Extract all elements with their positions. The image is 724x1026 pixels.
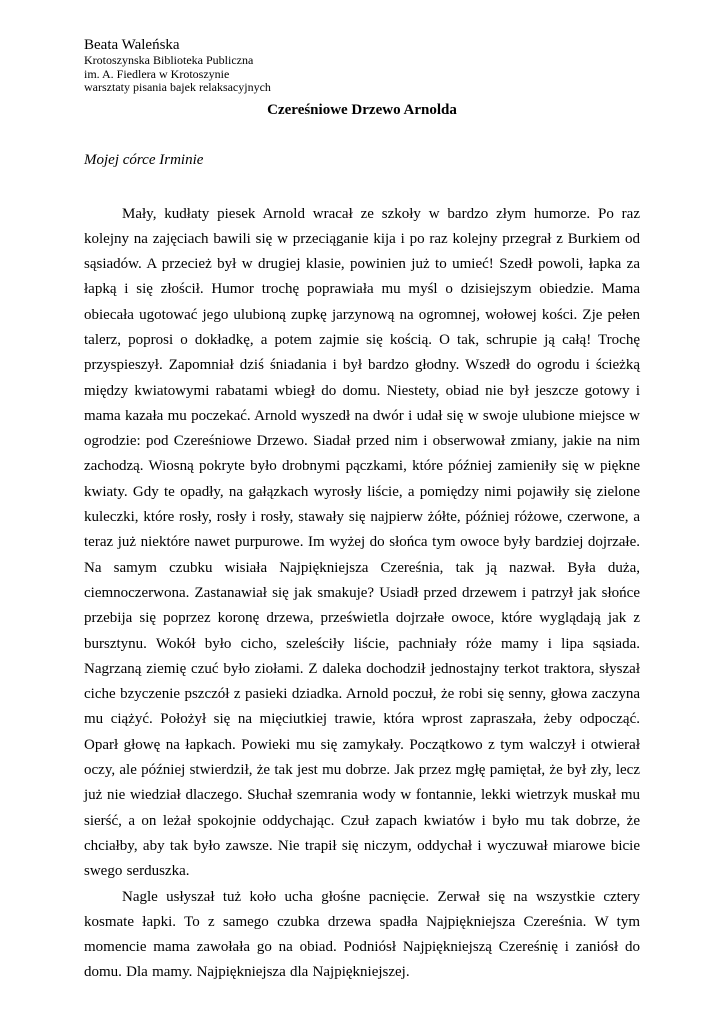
institution-line-1: Krotoszynska Biblioteka Publiczna (84, 53, 254, 67)
story-paragraph-1: Mały, kudłaty piesek Arnold wracał ze szkoły w bardzo złym humorze. Po raz kolejny na zajęciach bawili się w przeciąganie kija i po raz kolejny przegrał z Burkiem od sąsiadów. A przecież był w drugiej klasie, powinien już to umieć! Szedł powoli, łapka za łapką i się złościł. Humor trochę poprawiała mu myśl o dzisiejszym obiedzie. Mama obiecała ugotować jego ulubioną zupkę jarzynową na ogromnej, wołowej kości. Zje pełen talerz, poprosi o dokładkę, a potem zajmie się kością. O tak, schrupie ją całą! Trochę przyspieszył. Zapomniał dziś śniadania i był bardzo głodny. Wszedł do ogrodu i ścieżką między kwiatowymi rabatami wbiegł do domu. Niestety, obiad nie był jeszcze gotowy i mama kazała mu poczekać. Arnold wyszedł na dwór i udał się w swoje ulubione miejsce w ogrodzie: pod Czereśniowe Drzewo. Siadał przed nim i obserwował zmiany, jakie na nim zachodzą. Wiosną pokryte było drobnymi pączkami, które później zamieniły się w piękne kwiaty. Gdy te opadły, na gałązkach wyrosły liście, a pomiędzy nimi pojawiły się zielone kuleczki, które rosły, rosły i rosły, stawały się najpierw żółte, później różowe, czerwone, a teraz już niektóre nawet purpurowe. Im wyżej do słońca tym owoce były bardziej dojrzałe. Na samym czubku wisiała Najpiękniejsza Czereśnia, tak ją nazwał. Była duża, ciemnoczerwona. Zastanawiał się jak smakuje? Usiadł przed drzewem i patrzył jak słońce przebija się poprzez koronę drzewa, prześwietla dojrzałe owoce, które wyglądają jak z bursztynu. Wokół było cicho, szeleściły liście, pachniały róże mamy i lipa sąsiada. Nagrzaną ziemię czuć było ziołami. Z daleka dochodził jednostajny terkot traktora, słyszał ciche bzyczenie pszczół z pasieki dziadka. Arnold poczuł, że robi się senny, głowa zaczyna mu ciążyć. Położył się na mięciutkiej trawie, która wprost zapraszała, żeby odpocząć. Oparł głowę na łapkach. Powieki mu się zamykały. Początkowo z tym walczył i otwierał oczy, ale później stwierdził, że tak jest mu dobrze. Jak przez mgłę pamiętał, że był zły, lecz już nie wiedział dlaczego. Słuchał szemrania wody w fontannie, lekki wietrzyk muskał mu sierść, a on leżał spokojnie oddychając. Czuł zapach kwiatów i było mu tak dobrze, że chciałby, aby tak było zawsze. Nie trapił się niczym, oddychał i wyczuwał miarowe bicie swego serduszka. (84, 205, 640, 880)
story-body (84, 202, 640, 986)
document-header (84, 36, 640, 95)
story-paragraph-2: Nagle usłyszał tuż koło ucha głośne pacnięcie. Zerwał się na wszystkie cztery kosmate łapki. To z samego czubka drzewa spadła Najpiękniejsza Czereśnia. W tym momencie mama zawołała go na obiad. Podniósł Najpiękniejszą Czereśnię i zaniósł do domu. Dla mamy. Najpiękniejsza dla Najpiękniejszej. (84, 888, 640, 981)
institution-line-2: im. A. Fiedlera w Krotoszynie (84, 66, 230, 81)
institution-line-3: warsztaty pisania bajek relaksacyjnych (84, 80, 271, 94)
dedication-line: Mojej córce Irminie (84, 151, 204, 168)
document-title: Czereśniowe Drzewo Arnolda (267, 101, 457, 118)
author-name: Beata Waleńska (84, 37, 180, 53)
